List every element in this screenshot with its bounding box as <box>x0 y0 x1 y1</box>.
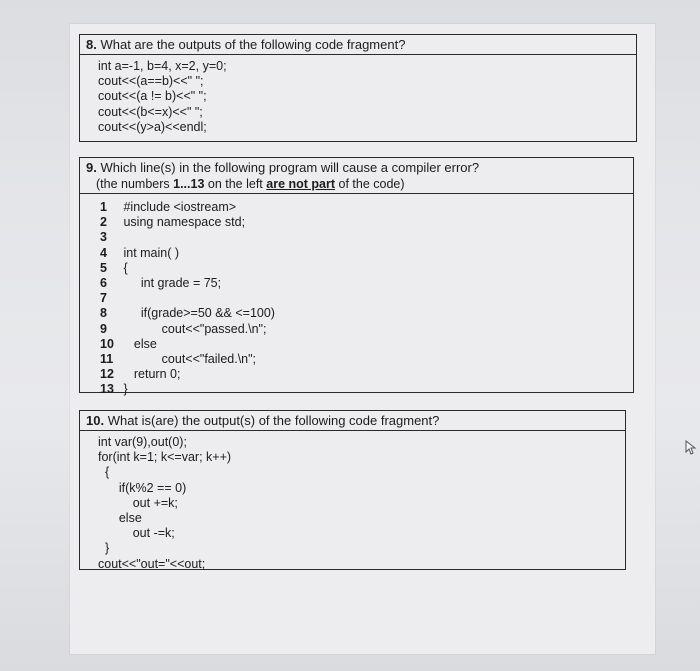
question-9-note: (the numbers 1...13 on the left are not part of the code) <box>96 177 405 191</box>
program-line: 2 using namespace std; <box>100 215 246 230</box>
code-line: else <box>98 511 142 526</box>
code-line: for(int k=1; k<=var; k++) <box>98 450 232 465</box>
code-line: cout<<(b<=x)<<" "; <box>98 104 203 119</box>
program-line: 10 else <box>100 336 157 351</box>
code-line: if(k%2 == 0) <box>98 480 187 495</box>
program-line: 5 { <box>100 260 128 275</box>
question-9-program <box>100 200 275 397</box>
code-line: cout<<(a != b)<<" "; <box>98 89 207 104</box>
question-8-code <box>98 59 227 135</box>
code-line: int a=-1, b=4, x=2, y=0; <box>98 59 227 73</box>
program-line: 9 cout<<"passed.\n"; <box>100 321 267 336</box>
mouse-pointer-icon <box>684 440 698 461</box>
program-line: 6 int grade = 75; <box>100 275 222 290</box>
program-line: 11 cout<<"failed.\n"; <box>100 351 257 366</box>
program-line: 8 if(grade>=50 && <=100) <box>100 306 275 321</box>
program-line: 7 <box>100 291 107 306</box>
question-8-box <box>79 34 637 142</box>
code-line: int var(9),out(0); <box>98 435 187 449</box>
question-8-title: 8. What are the outputs of the following code fragment? <box>80 35 636 55</box>
program-line: 4 int main( ) <box>100 245 180 260</box>
question-10-box <box>79 410 626 570</box>
question-9-box <box>79 157 634 397</box>
code-line: out -=k; <box>98 526 175 541</box>
question-9-title: 9. Which line(s) in the following program will cause a compiler error? <box>86 160 480 175</box>
code-line: cout<<"out="<<out; <box>98 556 206 571</box>
question-10-code <box>98 435 231 572</box>
question-9-header <box>80 158 633 194</box>
code-line: cout<<(a==b)<<" "; <box>98 74 204 89</box>
program-line: 1 #include <iostream> <box>100 200 237 214</box>
code-line: { <box>98 465 110 480</box>
code-line: out +=k; <box>98 495 178 510</box>
program-line: 3 <box>100 230 107 245</box>
code-line: } <box>98 541 110 556</box>
program-line: 12 return 0; <box>100 367 181 382</box>
question-10-title: 10. What is(are) the output(s) of the following code fragment? <box>80 411 625 431</box>
program-line: 13 } <box>100 382 128 397</box>
code-line: cout<<(y>a)<<endl; <box>98 119 207 134</box>
